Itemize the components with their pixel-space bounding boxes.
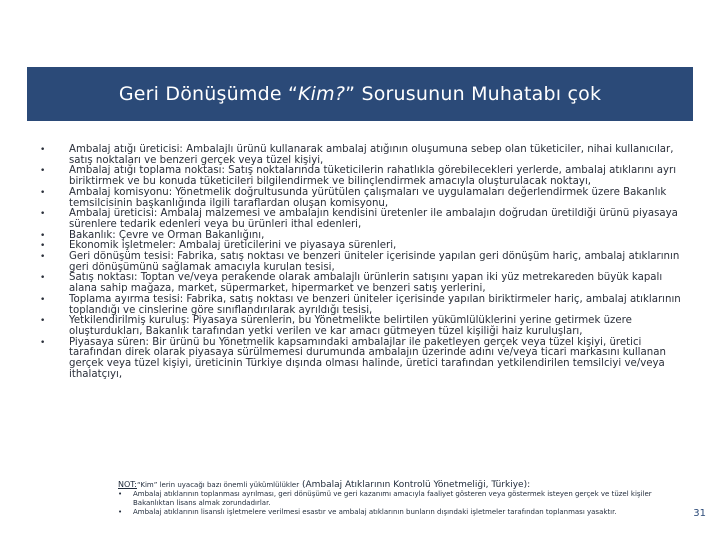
bullet-icon: • — [118, 508, 123, 516]
definition-text: Geri dönüşüm tesisi: Fabrika, satış noktası ve benzeri üniteler içerisinde yapılan geri dönüşüm hariç, ambalaj atıklarının geri dönüşümünü sağlamak amacıyla kurulan tesisi, — [69, 251, 680, 273]
note-heading — [118, 480, 678, 490]
definition-item — [40, 273, 685, 294]
bullet-icon: • — [40, 337, 46, 348]
definition-item — [40, 295, 685, 316]
bullet-icon: • — [40, 145, 46, 155]
bullet-icon: • — [118, 490, 123, 498]
note-intro-tail: (Ambalaj Atıklarının Kontrolü Yönetmeliği, Türkiye): — [299, 480, 531, 490]
bullet-icon: • — [40, 252, 46, 263]
bullet-icon: • — [40, 209, 46, 220]
definition-item — [40, 188, 685, 209]
definition-text: Piyasaya süren: Bir ürünü bu Yönetmelik kapsamındaki ambalajlar ile paketleyen gerçek veya tüzel kişiyi, üretici tarafından direk olarak piyasaya sürülmemesi durumunda ambalajın üzerinde adını ve/veya ticari markasını kullanan gerçek veya tüzel kişiyi, üreticinin Türkiye dışında olması halinde, üretici tarafından yetkilendirilen temsilciyi ve/veya ithalatçıyı, — [69, 336, 666, 380]
definitions-list — [40, 145, 685, 380]
note-text: Ambalaj atıklarının lisanslı işletmelere verilmesi esastır ve ambalaj atıklarının bunların dışındaki işletmeler tarafından toplanması yasaktır. — [133, 508, 617, 516]
definition-text: Ambalaj atığı toplama noktası: Satış noktalarında tüketicilerin rahatlıkla görebilecekleri yerlerde, ambalaj atıklarını ayrı biriktirmek ve bu konuda tüketicileri bilgilendirmek ve bilinçlendirmek amacıyla oluşturulacak noktayı, — [69, 165, 677, 188]
definition-text: Ambalaj üreticisi: Ambalaj malzemesi ve ambalajın kendisini üretenler ile ambalajın doğrudan üretildiği ürünü piyasaya sürenlere tedarik edenleri veya bu ürünleri ithal edenleri, — [69, 208, 678, 230]
definition-item — [40, 338, 685, 381]
definition-text: Ekonomik işletmeler: Ambalaj üreticilerini ve piyasaya sürenleri, — [69, 240, 397, 252]
definition-text: Ambalaj komisyonu: Yönetmelik doğrultusunda yürütülen çalışmaları ve uygulamaları değerlendirmek üzere Bakanlık temsilcisinin başkanlığında ilgili taraflardan oluşan komisyonu, — [69, 186, 667, 209]
note-item — [118, 490, 678, 508]
title-banner — [27, 67, 693, 121]
bullet-icon: • — [40, 166, 46, 177]
definition-text: Satış noktası: Toptan ve/veya perakende olarak ambalajlı ürünlerin satışını yapan iki yüz metrekareden büyük kapalı alana sahip mağaza, market, süpermarket, hipermarket ve benzeri satış yerlerini, — [69, 272, 663, 295]
bullet-icon: • — [40, 273, 46, 284]
slide-title-italic: Kim? — [298, 83, 346, 105]
definition-item — [40, 209, 685, 230]
bullet-icon: • — [40, 241, 46, 252]
definition-item — [40, 252, 685, 273]
note-list — [118, 490, 678, 517]
definition-text: Yetkilendirilmiş kuruluş: Piyasaya sürenlerin, bu Yönetmelikte belirtilen yükümlülüklerini yerine getirmek üzere oluşturdukları, Bakanlık tarafından yetki verilen ve kar amacı gütmeyen tüzel kişiliği haiz kuruluşları, — [69, 315, 632, 337]
definition-text: Ambalaj atığı üreticisi: Ambalajlı ürünü kullanarak ambalaj atığının oluşumuna sebep olan tüketiciler, nihai kullanıcılar, satış noktaları ve benzeri gerçek veya tüzel kişiyi, — [69, 144, 674, 166]
page-number: 31 — [693, 508, 706, 519]
definition-item — [40, 316, 685, 337]
bullet-icon: • — [40, 294, 46, 305]
definition-item — [40, 145, 685, 166]
note-block — [118, 480, 678, 517]
definition-item — [40, 166, 685, 187]
slide-title-part2: ” Sorusunun Muhatabı çok — [345, 83, 602, 105]
note-item — [118, 508, 678, 517]
bullet-icon: • — [40, 187, 46, 198]
definition-text: Toplama ayırma tesisi: Fabrika, satış noktası ve benzeri üniteler içerisinde yapılan biriktirmeler hariç, ambalaj atıklarının toplandığı ve cinslerine göre sınıflandırılarak ayrıldığı tesisi, — [69, 293, 681, 316]
slide-title — [119, 83, 601, 105]
note-intro: “Kim” lerin uyacağı bazı önemli yükümlülükler — [136, 481, 300, 489]
bullet-icon: • — [40, 316, 46, 327]
note-text: Ambalaj atıklarının toplanması ayrılması, geri dönüşümü ve geri kazanımı amacıyla faaliyet gösteren veya göstermek isteyen gerçek ve tüzel kişiler Bakanlıktan lisans almak zorundadırlar. — [133, 490, 652, 507]
note-label: NOT: — [118, 480, 137, 489]
bullet-icon: • — [40, 230, 46, 241]
definition-text: Bakanlık: Çevre ve Orman Bakanlığını, — [69, 229, 265, 241]
slide-title-part1: Geri Dönüşümde “ — [118, 83, 299, 105]
